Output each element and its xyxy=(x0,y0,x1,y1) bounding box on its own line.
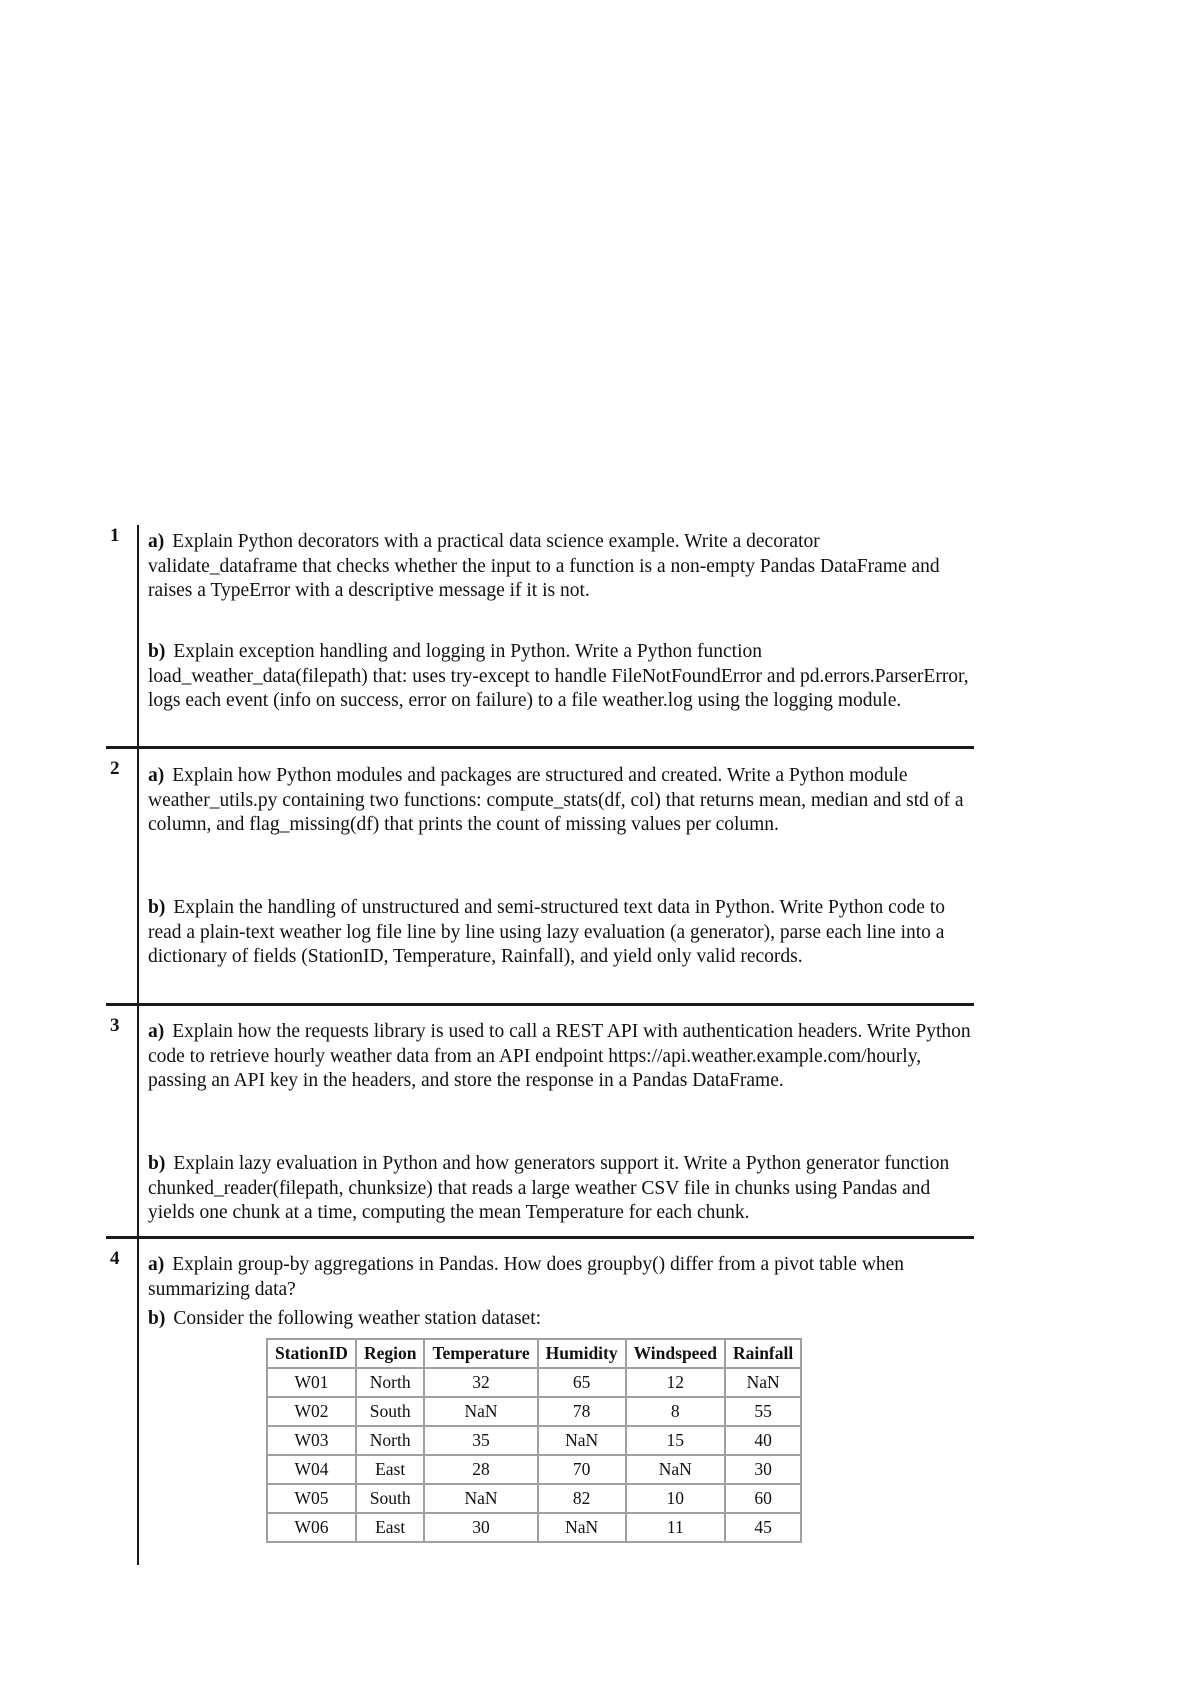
part-label: b) xyxy=(148,1308,166,1329)
table-cell: 10 xyxy=(626,1484,725,1513)
question-part xyxy=(148,530,973,604)
table-row xyxy=(267,1513,801,1542)
table-cell: 70 xyxy=(538,1455,626,1484)
part-label: a) xyxy=(148,765,165,786)
part-label: a) xyxy=(148,1021,165,1042)
table-cell: W02 xyxy=(267,1397,356,1426)
table-cell: East xyxy=(356,1455,425,1484)
table-cell: 40 xyxy=(725,1426,801,1455)
table-cell: 30 xyxy=(725,1455,801,1484)
part-label: b) xyxy=(148,1153,166,1174)
table-cell: W03 xyxy=(267,1426,356,1455)
row-divider xyxy=(106,746,974,749)
question-part xyxy=(148,1307,973,1332)
table-cell: NaN xyxy=(424,1484,537,1513)
part-text: Explain Python decorators with a practical data science example. Write a decorator validate_dataframe that checks whether the input to a function is a non-empty Pandas DataFrame and raises a TypeError with a descriptive message if it is not. xyxy=(148,531,940,601)
table-cell: W06 xyxy=(267,1513,356,1542)
table-cell: 15 xyxy=(626,1426,725,1455)
table-cell: 28 xyxy=(424,1455,537,1484)
table-cell: W05 xyxy=(267,1484,356,1513)
question-number: 1 xyxy=(110,525,120,546)
table-row xyxy=(267,1368,801,1397)
table-cell: W01 xyxy=(267,1368,356,1397)
part-text: Consider the following weather station dataset: xyxy=(173,1308,542,1329)
table-vertical-rule xyxy=(137,525,139,1565)
part-text: Explain exception handling and logging in Python. Write a Python function load_weather_data(filepath) that: uses try-except to handle FileNotFoundError and pd.errors.ParserError, logs each event (info on success, error on failure) to a file weather.log using the logging module. xyxy=(148,641,969,711)
table-cell: NaN xyxy=(538,1426,626,1455)
table-cell: NaN xyxy=(424,1397,537,1426)
part-label: b) xyxy=(148,641,166,662)
question-part xyxy=(148,1253,973,1302)
part-label: b) xyxy=(148,897,166,918)
row-divider xyxy=(106,1003,974,1006)
table-row xyxy=(267,1455,801,1484)
part-text: Explain how the requests library is used to call a REST API with authentication headers. Write Python code to retrieve hourly weather data from an API endpoint https://api.weather.example.com/hourly, passing an API key in the headers, and store the response in a Pandas DataFrame. xyxy=(148,1021,971,1091)
part-text: Explain the handling of unstructured and semi-structured text data in Python. Write Python code to read a plain-text weather log file line by line using lazy evaluation (a generator), parse each line into a dictionary of fields (StationID, Temperature, Rainfall), and yield only valid records. xyxy=(148,897,945,967)
table-cell: NaN xyxy=(725,1368,801,1397)
table-cell: NaN xyxy=(626,1455,725,1484)
table-cell: 11 xyxy=(626,1513,725,1542)
table-cell: 78 xyxy=(538,1397,626,1426)
part-text: Explain lazy evaluation in Python and how generators support it. Write a Python generator function chunked_reader(filepath, chunksize) that reads a large weather CSV file in chunks using Pandas and yields one chunk at a time, computing the mean Temperature for each chunk. xyxy=(148,1153,950,1223)
weather-station-table xyxy=(266,1338,802,1543)
table-cell: 55 xyxy=(725,1397,801,1426)
column-header: StationID xyxy=(267,1339,356,1368)
table-header-row xyxy=(267,1339,801,1368)
table-row xyxy=(267,1426,801,1455)
row-divider xyxy=(106,1236,974,1239)
table-cell: North xyxy=(356,1426,425,1455)
part-text: Explain how Python modules and packages are structured and created. Write a Python module weather_utils.py containing two functions: compute_stats(df, col) that returns mean, median and std of a column, and flag_missing(df) that prints the count of missing values per column. xyxy=(148,765,964,835)
table-cell: 32 xyxy=(424,1368,537,1397)
part-text: Explain group-by aggregations in Pandas. How does groupby() differ from a pivot table when summarizing data? xyxy=(148,1254,905,1300)
question-part xyxy=(148,1152,973,1226)
table-cell: South xyxy=(356,1397,425,1426)
table-row xyxy=(267,1397,801,1426)
part-label: a) xyxy=(148,1254,165,1275)
question-number: 2 xyxy=(110,758,120,779)
table-cell: 8 xyxy=(626,1397,725,1426)
question-part xyxy=(148,764,973,838)
part-label: a) xyxy=(148,531,165,552)
column-header: Humidity xyxy=(538,1339,626,1368)
question-part xyxy=(148,896,973,970)
table-cell: South xyxy=(356,1484,425,1513)
column-header: Windspeed xyxy=(626,1339,725,1368)
table-cell: 65 xyxy=(538,1368,626,1397)
table-cell: 12 xyxy=(626,1368,725,1397)
table-cell: North xyxy=(356,1368,425,1397)
column-header: Region xyxy=(356,1339,425,1368)
table-cell: 35 xyxy=(424,1426,537,1455)
table-cell: 30 xyxy=(424,1513,537,1542)
table-cell: W04 xyxy=(267,1455,356,1484)
column-header: Temperature xyxy=(424,1339,537,1368)
column-header: Rainfall xyxy=(725,1339,801,1368)
table-cell: NaN xyxy=(538,1513,626,1542)
table-cell: East xyxy=(356,1513,425,1542)
table-cell: 60 xyxy=(725,1484,801,1513)
question-part xyxy=(148,1020,973,1094)
table-cell: 82 xyxy=(538,1484,626,1513)
question-part xyxy=(148,640,973,714)
table-cell: 45 xyxy=(725,1513,801,1542)
table-row xyxy=(267,1484,801,1513)
question-number: 4 xyxy=(110,1248,120,1269)
question-number: 3 xyxy=(110,1015,120,1036)
